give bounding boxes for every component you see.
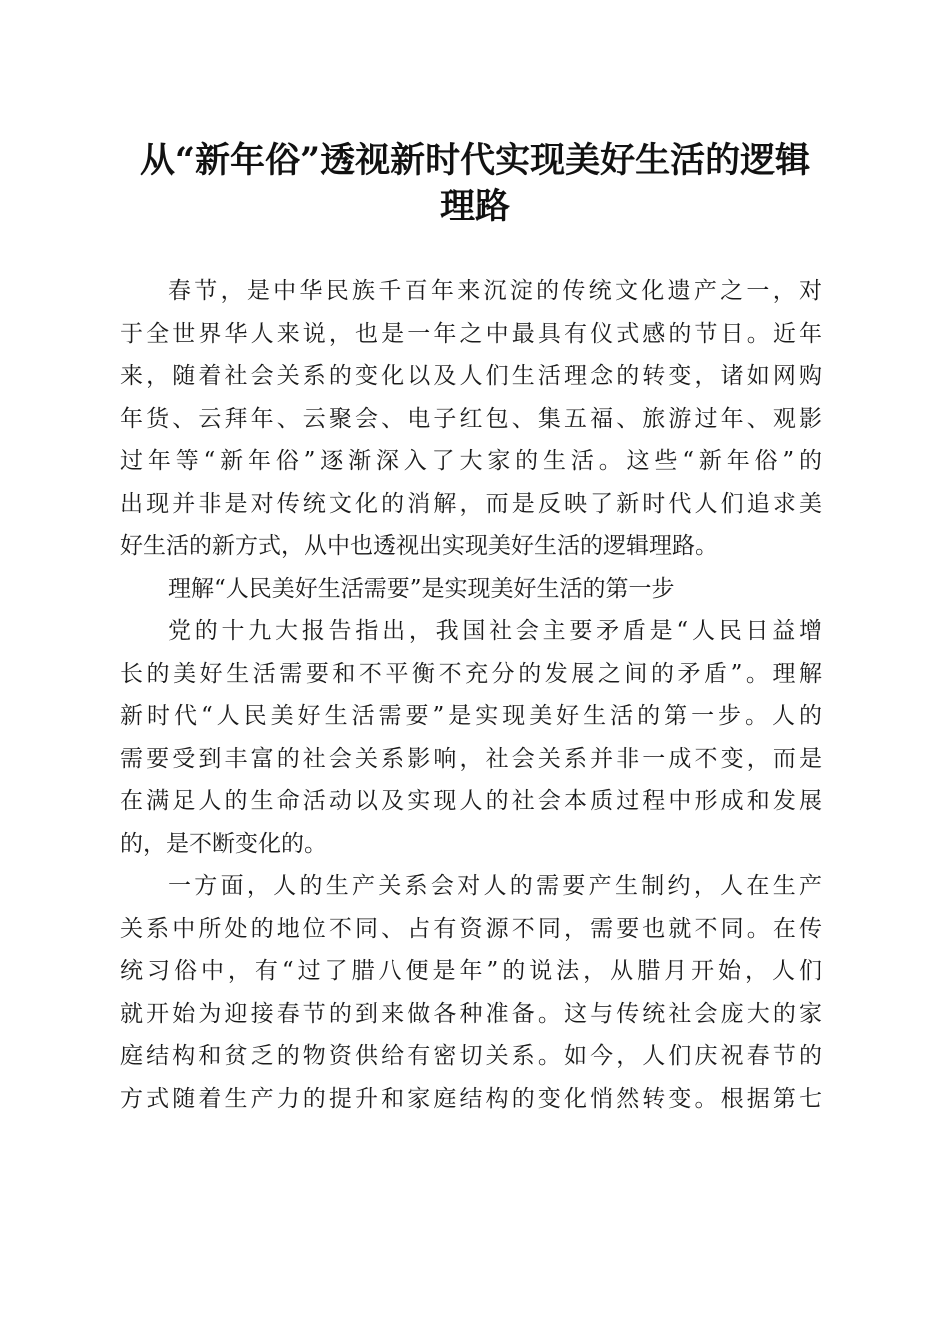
text-line: 党的十九大报告指出，我国社会主要矛盾是“人民日益增 — [168, 618, 822, 644]
title-line-2: 理路 — [439, 186, 510, 227]
text-line: 的，是不断变化的。 — [120, 830, 327, 857]
text-line: 年货、云拜年、云聚会、电子红包、集五福、旅游过年、观影 — [120, 405, 822, 432]
text-line: 方式随着生产力的提升和家庭结构的变化悄然转变。根据第七 — [120, 1085, 822, 1112]
document-body — [120, 270, 822, 1120]
text-line: 来，随着社会关系的变化以及人们生活理念的转变，诸如网购 — [120, 363, 822, 389]
text-line: 春节，是中华民族千百年来沉淀的传统文化遗产之一，对 — [168, 278, 822, 304]
text-line: 统习俗中，有“过了腊八便是年”的说法，从腊月开始，人们 — [120, 958, 822, 984]
text-line: 过年等“新年俗”逐渐深入了大家的生活。这些“新年俗”的 — [120, 448, 822, 474]
text-line: 长的美好生活需要和不平衡不充分的发展之间的矛盾”。理解 — [120, 660, 822, 687]
text-line: 在满足人的生命活动以及实现人的社会本质过程中形成和发展 — [120, 788, 822, 814]
text-line: 新时代“人民美好生活需要”是实现美好生活的第一步。人的 — [120, 703, 822, 729]
document-title — [110, 138, 840, 230]
text-line: 庭结构和贫乏的物资供给有密切关系。如今，人们庆祝春节的 — [120, 1043, 822, 1069]
text-line: 需要受到丰富的社会关系影响，社会关系并非一成不变，而是 — [120, 745, 822, 772]
text-line: 关系中所处的地位不同、占有资源不同，需要也就不同。在传 — [120, 915, 822, 942]
text-line: 一方面，人的生产关系会对人的需要产生制约，人在生产 — [168, 873, 822, 899]
text-line: 好生活的新方式，从中也透视出实现美好生活的逻辑理路。 — [120, 533, 718, 559]
title-line-1: 从“新年俗”透视新时代实现美好生活的逻辑 — [139, 140, 811, 181]
section-heading: 理解“人民美好生活需要”是实现美好生活的第一步 — [168, 575, 675, 602]
text-line: 于全世界华人来说，也是一年之中最具有仪式感的节日。近年 — [120, 320, 822, 347]
text-line: 就开始为迎接春节的到来做各种准备。这与传统社会庞大的家 — [120, 1000, 822, 1027]
text-line: 出现并非是对传统文化的消解，而是反映了新时代人们追求美 — [120, 490, 822, 517]
